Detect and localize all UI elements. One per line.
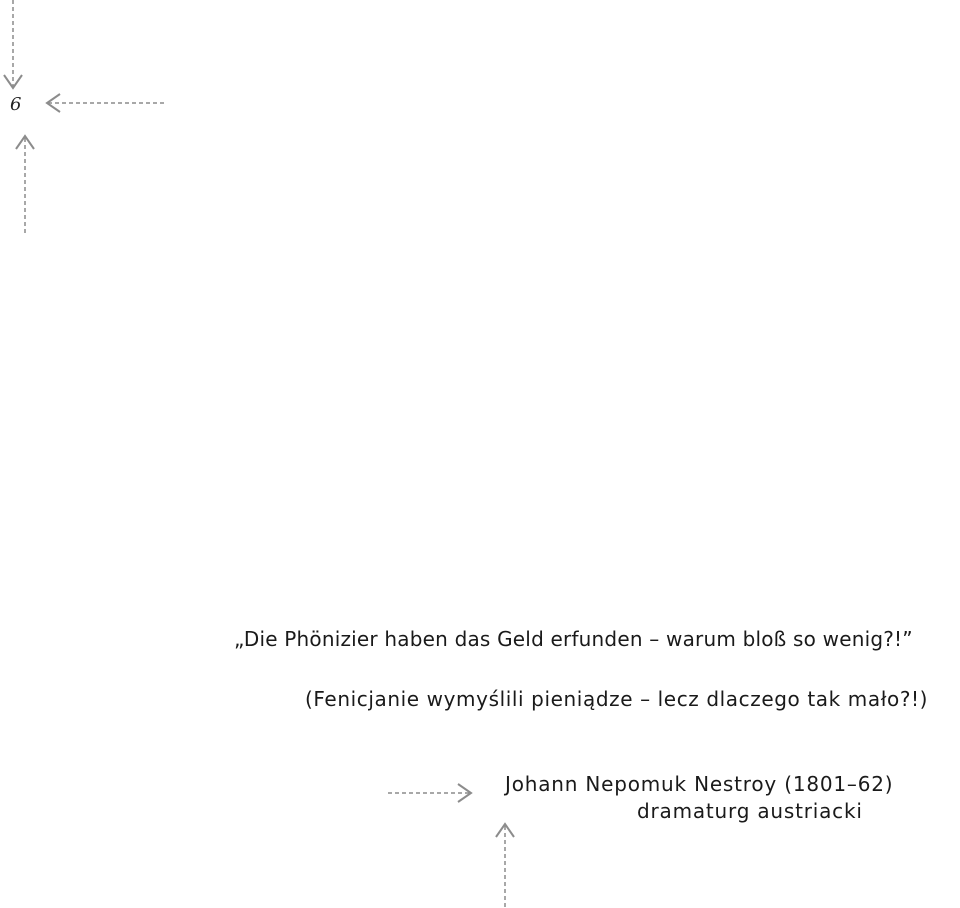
arrow-up-icon [492,820,518,908]
arrow-up-icon [12,132,38,236]
author-name: Johann Nepomuk Nestroy (1801–62) [505,772,894,796]
quote-polish: (Fenicjanie wymyślili pieniądze – lecz dlaczego tak mało?!) [305,687,929,711]
arrow-down-icon [0,0,30,92]
quote-german: „Die Phönizier haben das Geld erfunden – warum bloß so wenig?!” [234,627,913,651]
author-role: dramaturg austriacki [637,799,863,823]
page-number: 6 [10,94,22,115]
arrow-left-icon [40,90,166,116]
arrow-right-icon [388,780,478,806]
